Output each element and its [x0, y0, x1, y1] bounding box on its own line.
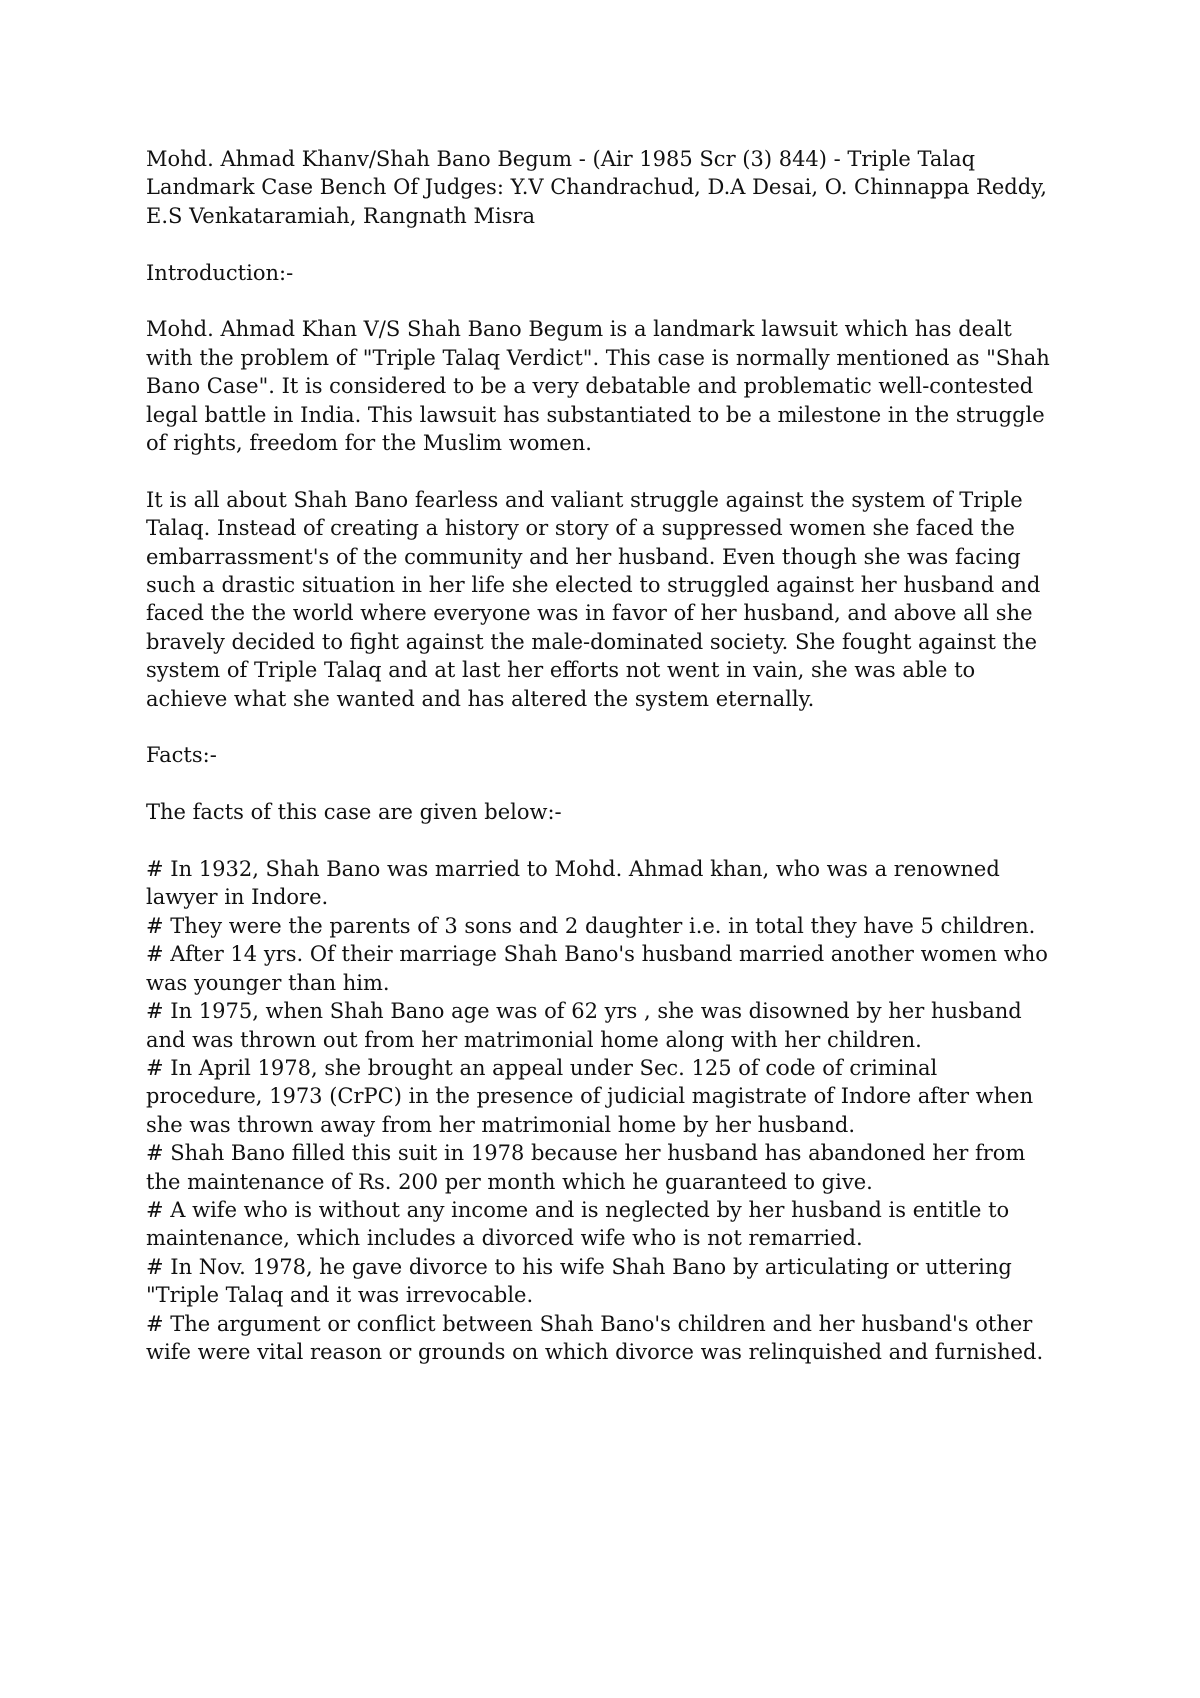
introduction-paragraph: Mohd. Ahmad Khan V/S Shah Bano Begum is a landmark lawsuit which has dealt with the problem of "Triple Talaq Verdict". This case is normally mentioned as "Shah Bano Case". It is considered to be a very debatable and problematic well-contested legal battle in India. This lawsuit has substantiated to be a milestone in the struggle of rights, freedom for the Muslim women.	[146, 317, 1057, 456]
introduction-paragraph: It is all about Shah Bano fearless and valiant struggle against the system of Triple Talaq. Instead of creating a history or story of a suppressed women she faced the embarrassment's of the community and her husband. Even though she was facing such a drastic situation in her life she elected to struggled against her husband and faced the the world where everyone was in favor of her husband, and above all she bravely decided to fight against the male-dominated society. She fought against the system of Triple Talaq and at last her efforts not went in vain, she was able to achieve what she wanted and has altered the system eternally.	[146, 487, 1047, 711]
fact-item: # In April 1978, she brought an appeal under Sec. 125 of code of criminal procedure, 1973 (CrPC) in the presence of judicial magistrate of Indore after when she was thrown away from her matrimonial home by her husband.	[146, 1055, 1040, 1137]
document-title: Mohd. Ahmad Khanv/Shah Bano Begum - (Air 1985 Scr (3) 844) - Triple Talaq Landmark Case Bench Of Judges: Y.V Chandrachud, D.A Desai, O. Chinnappa Reddy, E.S Venkataramiah, Rangnath Misra	[146, 147, 1054, 228]
fact-item: # After 14 yrs. Of their marriage Shah Bano's husband married another women who was younger than him.	[146, 942, 1055, 995]
fact-item: # They were the parents of 3 sons and 2 daughter i.e. in total they have 5 children.	[146, 913, 1036, 938]
fact-item: # The argument or conflict between Shah Bano's children and her husband's other wife were vital reason or grounds on which divorce was relinquished and furnished.	[146, 1311, 1044, 1364]
introduction-heading: Introduction:-	[146, 260, 294, 285]
facts-heading: Facts:-	[146, 743, 217, 768]
facts-list	[146, 855, 1060, 1366]
fact-item: # In 1932, Shah Bano was married to Mohd. Ahmad khan, who was a renowned lawyer in Indore.	[146, 857, 1007, 910]
fact-item: # In Nov. 1978, he gave divorce to his wife Shah Bano by articulating or uttering "Triple Talaq and it was irrevocable.	[146, 1254, 1019, 1308]
fact-item: # In 1975, when Shah Bano age was of 62 yrs , she was disowned by her husband and was thrown out from her matrimonial home along with her children.	[146, 999, 1029, 1052]
fact-item: # Shah Bano filled this suit in 1978 because her husband has abandoned her from the maintenance of Rs. 200 per month which he guaranteed to give.	[146, 1141, 1033, 1194]
facts-intro: The facts of this case are given below:-	[146, 800, 562, 825]
fact-item: # A wife who is without any income and is neglected by her husband is entitle to maintenance, which includes a divorced wife who is not remarried.	[146, 1197, 1016, 1251]
